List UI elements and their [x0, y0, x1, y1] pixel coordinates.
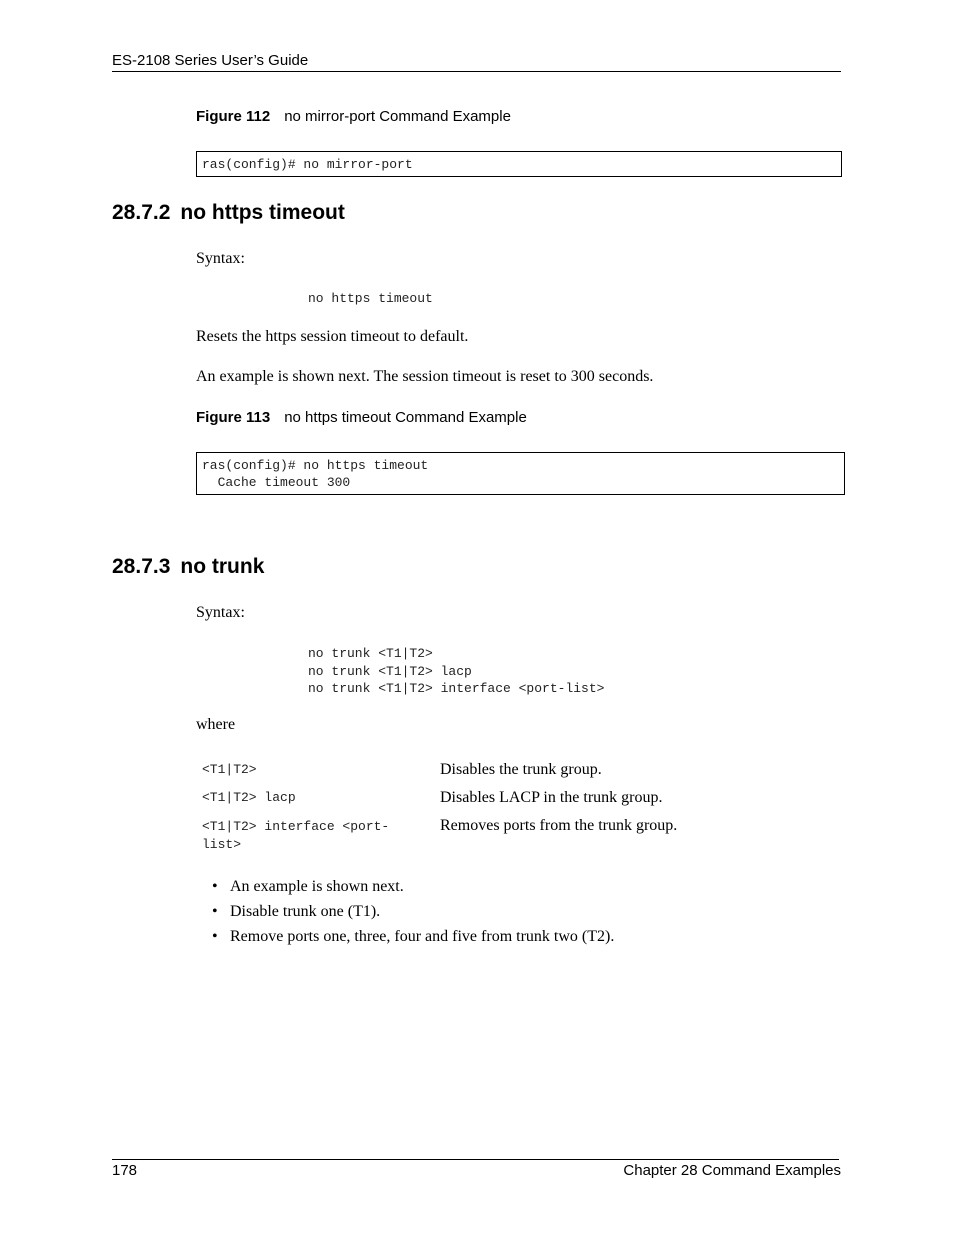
param-description: Disables LACP in the trunk group.: [440, 789, 663, 806]
figure-112-title: no mirror-port Command Example: [284, 108, 511, 125]
bullet-icon: •: [212, 878, 218, 895]
param-name-line: <T1|T2> interface <port-: [202, 819, 390, 834]
code-line: Cache timeout 300: [202, 475, 351, 490]
list-item: [212, 878, 614, 903]
syntax-line: no trunk <T1|T2> lacp: [308, 663, 472, 679]
where-label: where: [196, 716, 236, 733]
list-item: [212, 903, 614, 928]
section-number: 28.7.2: [112, 201, 171, 224]
section-title: no trunk: [180, 555, 265, 578]
param-description: Removes ports from the trunk group.: [440, 817, 678, 834]
list-item-text: Disable trunk one (T1).: [230, 903, 381, 920]
syntax-label: Syntax:: [196, 250, 245, 267]
syntax-block: [308, 645, 604, 698]
syntax-label: Syntax:: [196, 604, 245, 621]
list-item-text: An example is shown next.: [230, 878, 404, 895]
body-paragraph: An example is shown next. The session timeout is reset to 300 seconds.: [196, 368, 654, 385]
code-line: ras(config)# no https timeout: [202, 458, 429, 473]
syntax-line: no trunk <T1|T2>: [308, 646, 433, 661]
footer-divider: [112, 1159, 839, 1160]
bullet-list: [212, 878, 614, 953]
param-name: <T1|T2>: [202, 762, 257, 777]
param-name-line: list>: [202, 837, 242, 852]
bullet-icon: •: [212, 903, 218, 920]
body-paragraph: Resets the https session timeout to default.: [196, 328, 469, 345]
figure-113-label: Figure 113: [196, 409, 271, 426]
syntax-line: no trunk <T1|T2> interface <port-list>: [308, 681, 605, 696]
footer-chapter-title: Chapter 28 Command Examples: [623, 1162, 841, 1179]
figure-112-code-box: [196, 151, 842, 177]
param-name: [202, 818, 389, 854]
figure-113-code-box: [196, 452, 845, 495]
param-description: Disables the trunk group.: [440, 761, 602, 778]
header-divider: [112, 71, 841, 72]
figure-112-caption: [196, 108, 511, 125]
running-header: ES-2108 Series User’s Guide: [112, 52, 309, 69]
section-heading-28-7-2: [112, 201, 345, 225]
param-name: <T1|T2> lacp: [202, 790, 296, 805]
section-number: 28.7.3: [112, 555, 171, 578]
figure-112-label: Figure 112: [196, 108, 271, 125]
section-heading-28-7-3: [112, 555, 264, 579]
code-line: ras(config)# no mirror-port: [202, 157, 413, 172]
section-title: no https timeout: [180, 201, 345, 224]
figure-113-caption: [196, 409, 527, 426]
figure-113-title: no https timeout Command Example: [284, 409, 527, 426]
bullet-icon: •: [212, 928, 218, 945]
page-number: 178: [112, 1162, 138, 1179]
list-item-text: Remove ports one, three, four and five from trunk two (T2).: [230, 928, 615, 945]
syntax-command: no https timeout: [308, 291, 433, 306]
list-item: [212, 928, 614, 953]
